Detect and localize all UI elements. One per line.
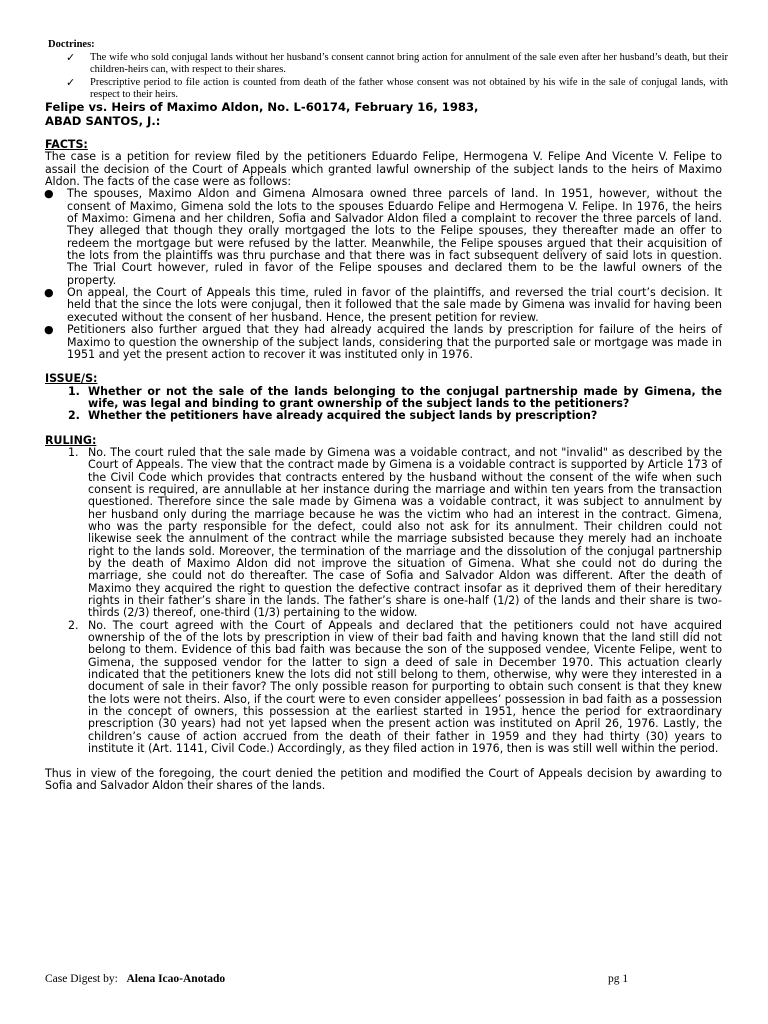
ruling-text: No. The court ruled that the sale made by Gimena was a voidable contract, and not "invalid" as described by the Court of Appeals. The view that the contract made by Gimena is a voidable contract is supported by Article 173 of the Civil Code which provides that contracts entered by the husband without the consent of the wife when such consent is required, are annullable at her instance during the marriage and within ten years from the transaction questioned. Therefore since the sale made by Gimena was a voidable contract, it was subject to annulment by her husband only during the marriage because he was the victim who had an interest in the contract. Gimena, who was the party responsible for the defect, could also not ask for its annulment. Their children could not likewise seek the annulment of the contract while the marriage subsisted because they merely had an inchoate right to the lands sold. Moreover, the termination of the marriage and the dissolution of the conjugal partnership by the death of Maximo Aldon did not improve the situation of Gimena. What she could not do during the marriage, she could not do thereafter. The case of Sofia and Salvador Aldon was different. After the death of Maximo they acquired the right to question the defective contract insofar as it deprived them of their hereditary rights in their father’s share in the lands. The father’s share is one-half (1/2) of the lands and their share is two-thirds (2/3) thereof, one-third (1/3) pertaining to the widow.: [88, 445, 722, 620]
issue-item: [45, 410, 722, 422]
facts-list: [45, 188, 722, 361]
facts-bullet: [45, 188, 722, 287]
digest-body: [45, 139, 722, 792]
bullet-icon: ●: [44, 187, 54, 201]
issue-number: 1.: [68, 384, 80, 398]
ruling-text: No. The court agreed with the Court of Appeals and declared that the petitioners could not have acquired ownership of the of the lots by prescription in view of their bad faith and having known that the land still did not belong to them. Evidence of this bad faith was because the son of the supposed vendee, Vicente Felipe, went to Gimena, the supposed vendor for the latter to sign a deed of sale in December 1970. This actuation clearly indicated that the petitioners knew the lots did not still belong to them, otherwise, why were they interested in a document of sale in their favor? The only possible reason for purporting to obtain such consent is that they knew the lots were not theirs. Also, if the court were to even consider appellees’ possession in bad faith as a possession in the concept of owners, this possession at the earliest started in 1951, hence the period for extraordinary prescription (30 years) had not yet lapsed when the present action was instituted on April 26, 1976. Lastly, the children’s cause of action accrued from the death of their father in 1959 and they had thirty (30) years to institute it (Art. 1141, Civil Code.) Accordingly, as they filed action in 1976, then is was still well within the period.: [88, 618, 722, 756]
facts-bullet: [45, 287, 722, 324]
ruling-number: 1.: [68, 445, 79, 459]
issue-number: 2.: [68, 409, 80, 423]
facts-bullet-text: Petitioners also further argued that they had already acquired the lands by prescription for failure of the heirs of Maximo to question the ownership of the subject lands, considering that the purported sale or mortgage was made in 1951 and yet the present action to recover it was instituted only in 1976.: [67, 323, 722, 361]
case-title: Felipe vs. Heirs of Maximo Aldon, No. L-60174, February 16, 1983,: [45, 100, 479, 114]
ruling-conclusion: Thus in view of the foregoing, the court denied the petition and modified the Court of Appeals decision by awarding to Sofia and Salvador Aldon their shares of the lands.: [45, 766, 722, 792]
ruling-item: [45, 620, 722, 756]
checkmark-icon: ✓: [66, 76, 76, 89]
issues-heading: ISSUE/S:: [45, 372, 98, 386]
footer-author: Alena Icao-Anotado: [126, 973, 226, 985]
ruling-number: 2.: [68, 618, 79, 632]
ruling-list: [45, 447, 722, 756]
doctrines-heading: Doctrines:: [48, 39, 95, 50]
bullet-icon: ●: [44, 286, 54, 300]
issue-item: [45, 386, 722, 411]
footer-label: Case Digest by:: [45, 973, 118, 985]
bullet-icon: ●: [44, 323, 54, 337]
doctrines-section: [48, 39, 728, 102]
doctrines-list: [48, 52, 728, 102]
facts-bullet-text: The spouses, Maximo Aldon and Gimena Almosara owned three parcels of land. In 1951, however, without the consent of Maximo, Gimena sold the lots to the spouses Eduardo Felipe and Hermogena V. Felipe. In 1976, the heirs of Maximo: Gimena and her children, Sofia and Salvador Aldon filed a complaint to recover the three parcels of land. They alleged that though they orally mortgaged the lots to the Felipe spouses, they thereafter made an offer to redeem the mortgage but were refused by the latter. Meanwhile, the Felipe spouses argued that their acquisition of the lots from the plaintiffs was thru purchase and that there was in fact subsequent delivery of said lots in question. The Trial Court however, ruled in favor of the Felipe spouses and declared them to be the lawful owners of the property.: [67, 187, 722, 287]
facts-intro: The case is a petition for review filed by the petitioners Eduardo Felipe, Hermogena V. Felipe And Vicente V. Felipe to assail the decision of the Court of Appeals which granted lawful ownership of the subject lands to the heirs of Maximo Aldon. The facts of the case were as follows:: [45, 150, 722, 189]
doctrine-item: [48, 77, 728, 102]
facts-heading: FACTS:: [45, 138, 88, 151]
ruling-heading: RULING:: [45, 433, 97, 447]
ruling-item: [45, 447, 722, 620]
doctrine-text: Prescriptive period to file action is counted from death of the father whose consent was not obtained by his wife in the sale of conjugal lands, with respect to their heirs.: [90, 76, 728, 100]
issue-text: Whether the petitioners have already acquired the subject lands by prescription?: [88, 409, 598, 423]
facts-bullet: [45, 324, 722, 361]
footer-byline: [45, 973, 225, 985]
facts-bullet-text: On appeal, the Court of Appeals this time, ruled in favor of the plaintiffs, and reversed the trial court’s decision. It held that the since the lots were conjugal, then it followed that the sale made by Gimena was invalid for having been executed without the consent of her husband. Hence, the present petition for review.: [67, 286, 722, 324]
doctrine-item: [48, 52, 728, 77]
doctrine-text: The wife who sold conjugal lands without her husband’s consent cannot bring action for annulment of the sale even after her husband’s death, but their children-heirs can, with respect to their shares.: [90, 51, 728, 75]
issues-list: [45, 386, 722, 423]
case-ponente: ABAD SANTOS, J.:: [45, 113, 161, 128]
checkmark-icon: ✓: [66, 51, 76, 64]
page-number: pg 1: [608, 973, 629, 985]
case-heading: [45, 101, 735, 128]
issue-text: Whether or not the sale of the lands belonging to the conjugal partnership made by Gimena, the wife, was legal and binding to grant ownership of the subject lands to the petitioners?: [88, 384, 722, 410]
